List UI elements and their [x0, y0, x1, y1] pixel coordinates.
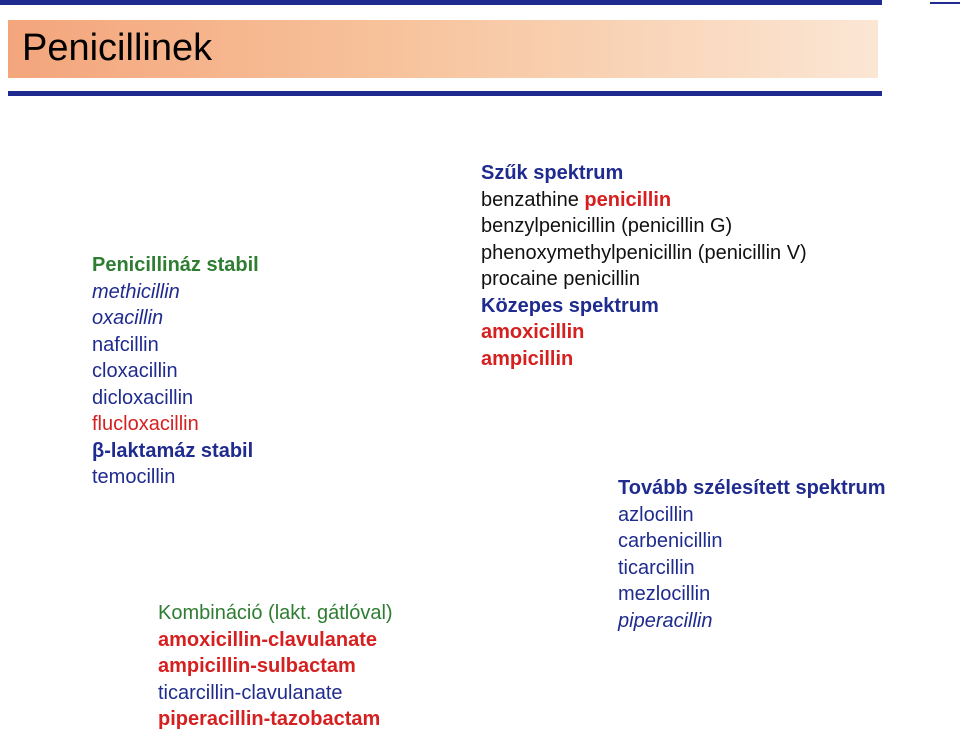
title-underline-rule: [8, 91, 882, 96]
extended-spectrum-group: [618, 475, 885, 634]
list-item-prefix: benzathine: [481, 188, 585, 211]
list-item: phenoxymethylpenicillin (penicillin V): [481, 241, 807, 264]
list-item: ticarcillin-clavulanate: [158, 681, 343, 704]
list-item: flucloxacillin: [92, 413, 199, 435]
extended-spectrum-heading: Tovább szélesített spektrum: [618, 477, 886, 499]
penicillinase-stable-group: [92, 252, 259, 491]
list-item: methicillin: [92, 280, 180, 303]
list-item: piperacillin-tazobactam: [158, 708, 381, 730]
list-item: mezlocillin: [618, 583, 711, 605]
list-item: procaine penicillin: [481, 268, 640, 290]
medium-spectrum-heading: Közepes spektrum: [481, 294, 659, 317]
list-item: dicloxacillin: [92, 386, 194, 409]
combination-heading: Kombináció (lakt. gátlóval): [158, 602, 393, 624]
list-item: ampicillin-sulbactam: [158, 655, 356, 677]
list-item: benzylpenicillin (penicillin G): [481, 215, 733, 237]
narrow-spectrum-heading: Szűk spektrum: [481, 162, 624, 184]
list-item: piperacillin: [618, 609, 713, 632]
list-item: azlocillin: [618, 503, 694, 526]
list-item-benzathine-penicillin: [481, 187, 807, 214]
page-title: Penicillinek: [22, 27, 213, 69]
list-item: ticarcillin: [618, 556, 695, 579]
top-rule: [0, 0, 882, 5]
list-item-highlight: penicillin: [584, 188, 672, 211]
list-item: ampicillin: [481, 347, 574, 370]
list-item: oxacillin: [92, 307, 164, 329]
narrow-spectrum-group: [481, 160, 807, 372]
list-item: amoxicillin: [481, 321, 585, 343]
list-item: amoxicillin-clavulanate: [158, 628, 377, 651]
list-item: cloxacillin: [92, 360, 178, 382]
beta-lactamase-stable-heading: β-laktamáz stabil: [92, 439, 254, 462]
list-item: carbenicillin: [618, 530, 723, 552]
penicillinase-stable-heading: Penicillináz stabil: [92, 254, 259, 276]
list-item: nafcillin: [92, 333, 159, 356]
combination-group: [158, 600, 393, 733]
list-item: temocillin: [92, 466, 176, 488]
top-rule-accent: [930, 2, 960, 4]
